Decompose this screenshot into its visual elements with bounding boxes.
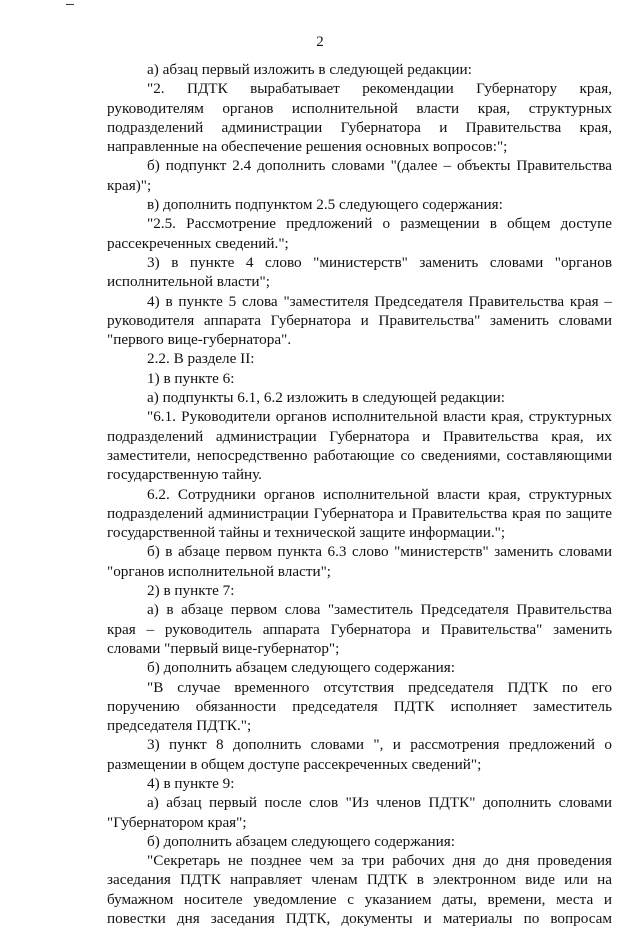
- paragraph: а) абзац первый изложить в следующей редакции:: [147, 61, 472, 78]
- paragraph: "2. ПДТК вырабатывает рекомендации Губернатору края, руководителям органов исполнительной власти края, структурных подразделений администрации Губернатора и Правительства края, направленные на обеспечение решения основных вопросов:";: [107, 80, 612, 156]
- paragraph: 2.2. В разделе II:: [147, 350, 255, 368]
- paragraph: б) в абзаце первом пункта 6.3 слово "министерств" заменить словами "органов исполнительной власти";: [107, 543, 612, 580]
- paragraph: б) дополнить абзацем следующего содержания:: [147, 832, 455, 850]
- scan-mark: [66, 4, 74, 5]
- paragraph: а) подпункты 6.1, 6.2 изложить в следующей редакции:: [147, 389, 505, 407]
- paragraph: б) подпункт 2.4 дополнить словами "(далее – объекты Правительства края)";: [107, 157, 612, 194]
- paragraph: а) абзац первый после слов "Из членов ПДТК" дополнить словами "Губернатором края";: [107, 794, 612, 831]
- paragraph: 2) в пункте 7:: [147, 582, 235, 600]
- paragraph: 3) в пункте 4 слово "министерств" заменить словами "органов исполнительной власти";: [107, 253, 612, 291]
- paragraph: "В случае временного отсутствия председателя ПДТК по его поручению обязанности председателя ПДТК исполняет заместитель председателя ПДТК.";: [107, 678, 612, 735]
- paragraph: а) в абзаце первом слова "заместитель Председателя Правительства края – руководитель аппарата Губернатора и Правительства" заменить словами "первый вице-губернатор";: [107, 601, 612, 657]
- document-body: [107, 60, 612, 928]
- paragraph: 1) в пункте 6:: [147, 369, 235, 387]
- paragraph: в) дополнить подпунктом 2.5 следующего содержания:: [147, 196, 503, 214]
- paragraph: 3) пункт 8 дополнить словами ", и рассмотрения предложений о размещении в общем доступе рассекреченных сведений";: [107, 736, 612, 773]
- paragraph: 4) в пункте 9:: [147, 774, 235, 792]
- page-number: 2: [316, 34, 324, 50]
- paragraph: "6.1. Руководители органов исполнительной власти края, структурных подразделений администрации Губернатора и Правительства края, их заместители, непосредственно работающие со сведениями, составляющими государственную тайну.: [107, 408, 612, 484]
- paragraph: "2.5. Рассмотрение предложений о размещении в общем доступе рассекреченных сведений.";: [107, 215, 612, 252]
- paragraph: "Секретарь не позднее чем за три рабочих дня до дня проведения заседания ПДТК направляет членам ПДТК в электронном виде или на бумажном носителе уведомление с указанием даты, времени, места и повестки дня заседания ПДТК, документы и материалы по вопросам: [107, 852, 612, 928]
- paragraph: б) дополнить абзацем следующего содержания:: [147, 659, 455, 677]
- paragraph: 6.2. Сотрудники органов исполнительной власти края, структурных подразделений администрации Губернатора и Правительства края по защите государственной тайны и технической защите информации.";: [107, 485, 612, 542]
- paragraph: 4) в пункте 5 слова "заместителя Председателя Правительства края – руководителя аппарата Губернатора и Правительства" заменить словами "первого вице-губернатора".: [107, 292, 612, 349]
